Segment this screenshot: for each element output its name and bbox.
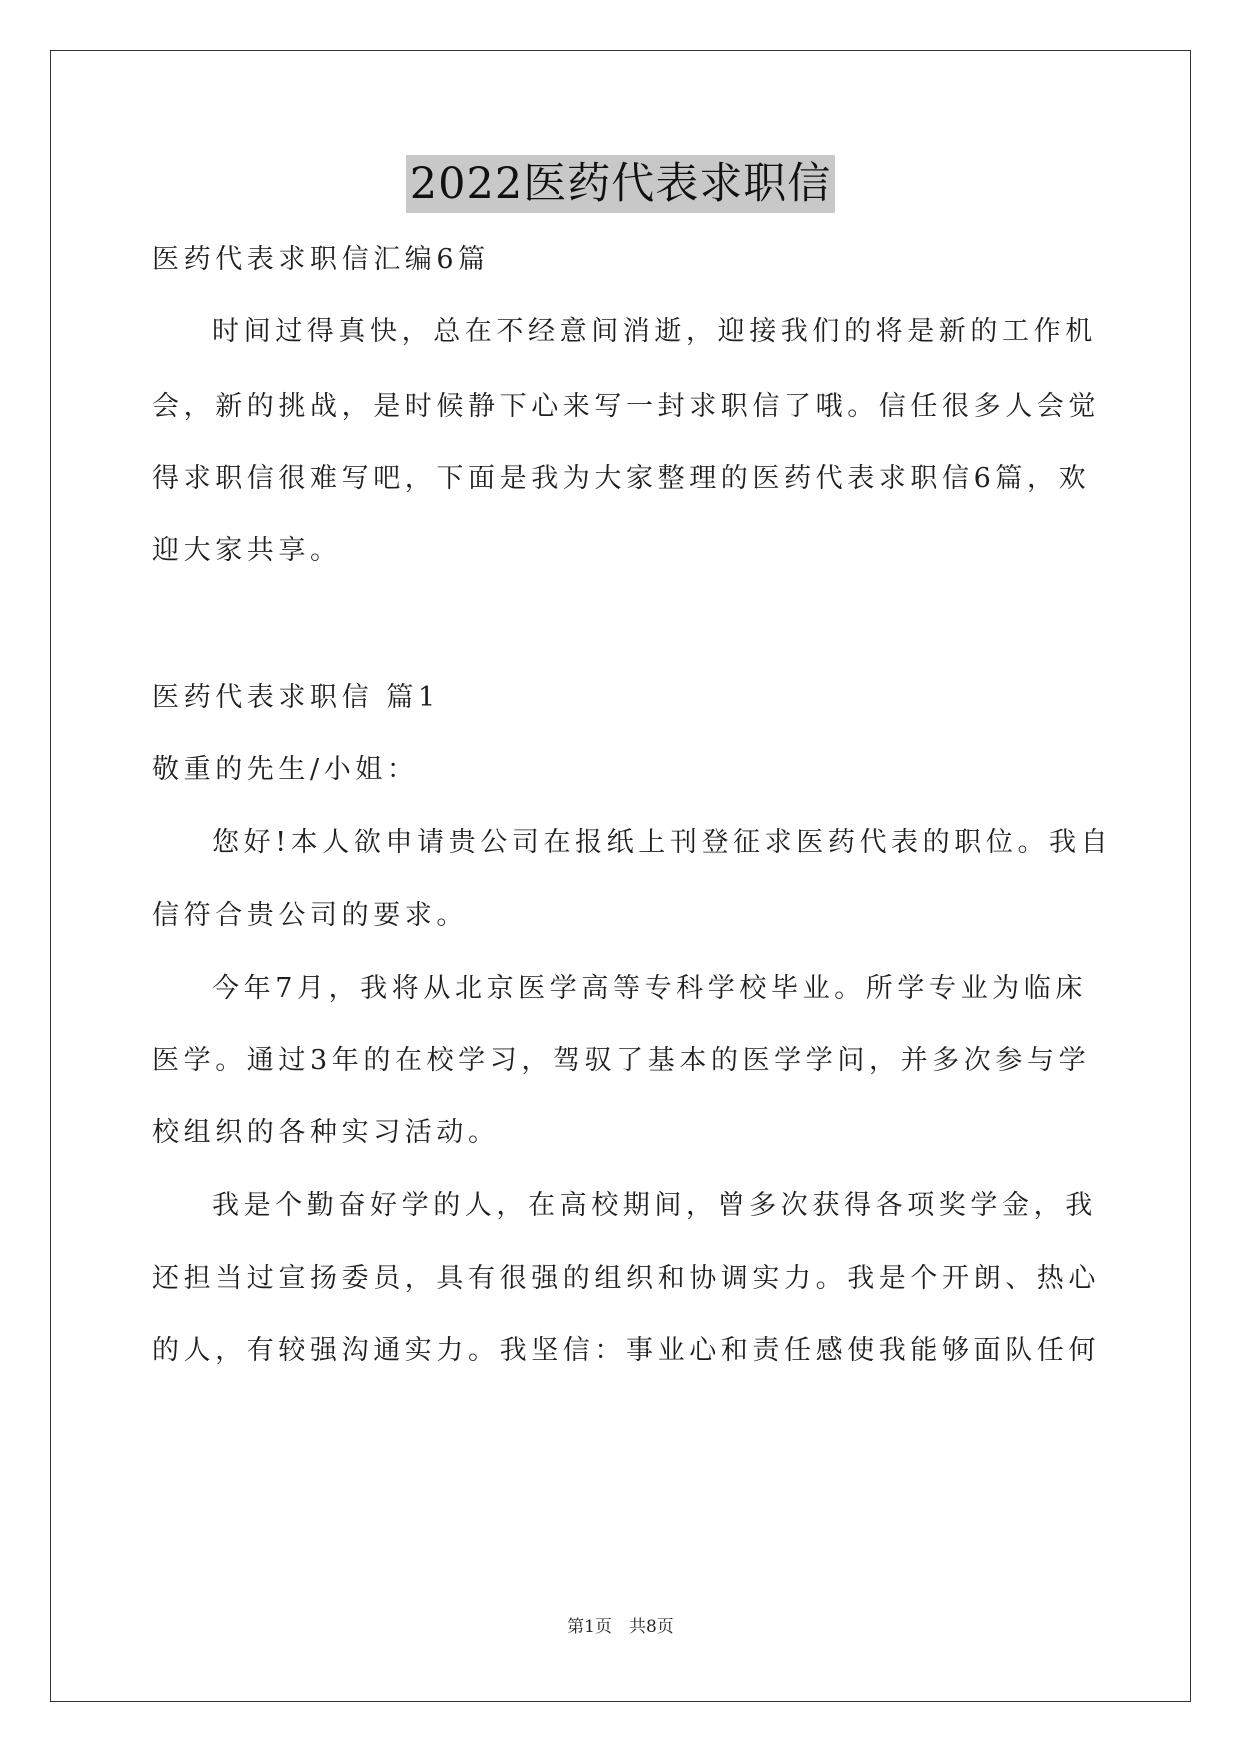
intro-line: 时间过得真快，总在不经意间消逝，迎接我们的将是新的工作机: [212, 316, 1097, 347]
document-title: 2022医药代表求职信: [406, 155, 835, 213]
salutation: 敬重的先生/小姐：: [152, 754, 419, 785]
title-container: [0, 155, 1241, 213]
body-line: 今年7月，我将从北京医学高等专科学校毕业。所学专业为临床: [212, 973, 1087, 1004]
body-line: 的人，有较强沟通实力。我坚信：事业心和责任感使我能够面队任何: [152, 1335, 1100, 1366]
body-line: 我是个勤奋好学的人，在高校期间，曾多次获得各项奖学金，我: [212, 1190, 1097, 1221]
page-number-footer: 第1页 共8页: [567, 1617, 674, 1637]
body-line: 校组织的各种实习活动。: [152, 1117, 500, 1148]
section-heading: 医药代表求职信 篇1: [152, 682, 440, 713]
body-line: 信符合贵公司的要求。: [152, 900, 468, 931]
intro-line: 得求职信很难写吧，下面是我为大家整理的医药代表求职信6篇，欢: [152, 463, 1091, 494]
body-line: 还担当过宣扬委员，具有很强的组织和协调实力。我是个开朗、热心: [152, 1263, 1100, 1294]
body-line: 您好!本人欲申请贵公司在报纸上刊登征求医药代表的职位。我自: [212, 827, 1113, 858]
page-border: [50, 50, 1191, 1702]
body-line: 医学。通过3年的在校学习，驾驭了基本的医学学问，并多次参与学: [152, 1045, 1091, 1076]
intro-line: 会，新的挑战，是时候静下心来写一封求职信了哦。信任很多人会觉: [152, 391, 1100, 422]
intro-line: 迎大家共享。: [152, 535, 342, 566]
document-subtitle: 医药代表求职信汇编6篇: [152, 244, 490, 275]
